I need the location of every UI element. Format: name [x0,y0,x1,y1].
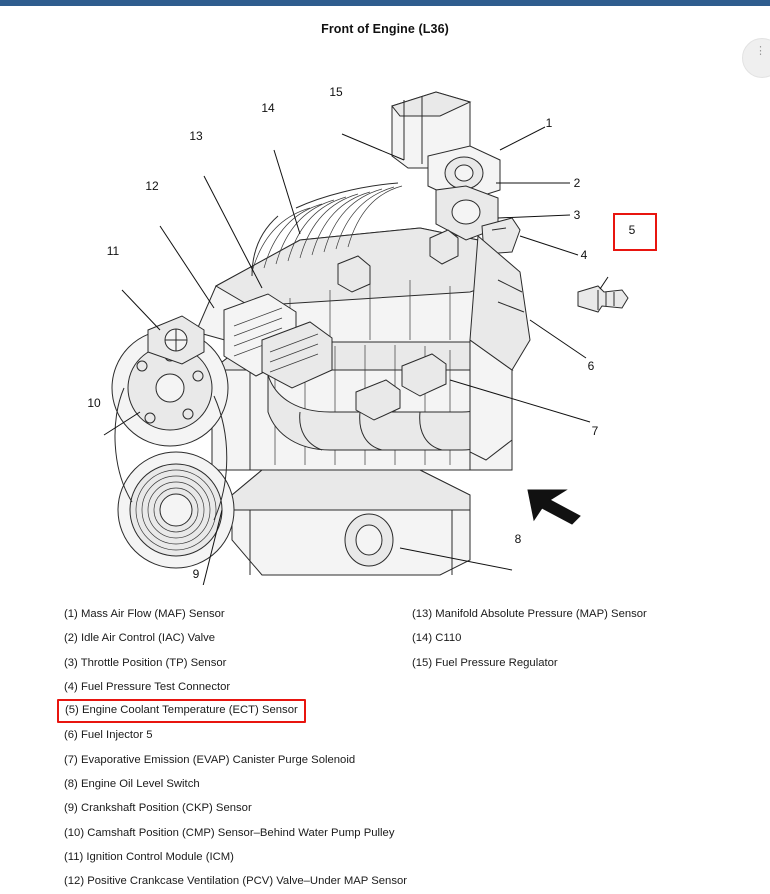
legend-column-right [412,602,742,675]
callout-8: 8 [514,532,522,546]
callout-15: 15 [329,85,343,99]
legend-item-9: (9) Crankshaft Position (CKP) Sensor [64,802,252,815]
callout-6: 6 [587,359,595,373]
legend-item-11: (11) Ignition Control Module (ICM) [64,850,234,863]
callout-10: 10 [87,396,101,410]
legend-item-8: (8) Engine Oil Level Switch [64,778,200,791]
legend-item-14: (14) C110 [412,632,462,645]
legend-item-2: (2) Idle Air Control (IAC) Valve [64,632,216,645]
page-title: Front of Engine (L36) [321,22,449,36]
legend-item-13: (13) Manifold Absolute Pressure (MAP) Sensor [412,608,647,620]
callout-4: 4 [580,248,588,262]
direction-arrow [528,490,580,524]
legend [0,602,770,892]
legend-item-15: (15) Fuel Pressure Regulator [412,656,558,669]
legend-column-left [64,602,414,894]
page-body [0,6,770,891]
legend-item-1: (1) Mass Air Flow (MAF) Sensor [64,608,225,620]
callout-9: 9 [192,567,200,581]
ect-sensor-part [578,286,628,312]
callout-13: 13 [189,129,203,143]
callout-12: 12 [145,179,159,193]
scroll-hint-icon[interactable]: ⋮ [742,38,770,78]
legend-item-4: (4) Fuel Pressure Test Connector [64,680,231,693]
callout-11: 11 [106,244,120,258]
legend-item-5-highlighted: (5) Engine Coolant Temperature (ECT) Sensor [57,699,306,723]
engine-front-view-diagram [0,40,770,585]
legend-item-12: (12) Positive Crankcase Ventilation (PCV) Valve–Under MAP Sensor [64,875,408,888]
callout-3: 3 [573,208,581,222]
callout-1: 1 [545,116,553,130]
callout-7: 7 [591,424,599,438]
legend-item-6: (6) Fuel Injector 5 [64,729,153,742]
callout-5: 5 [628,223,636,237]
legend-item-10: (10) Camshaft Position (CMP) Sensor–Behind Water Pump Pulley [64,826,395,839]
legend-item-3: (3) Throttle Position (TP) Sensor [64,656,227,669]
callout-14: 14 [261,101,275,115]
callout-2: 2 [573,176,581,190]
legend-item-7: (7) Evaporative Emission (EVAP) Canister Purge Solenoid [64,753,356,766]
